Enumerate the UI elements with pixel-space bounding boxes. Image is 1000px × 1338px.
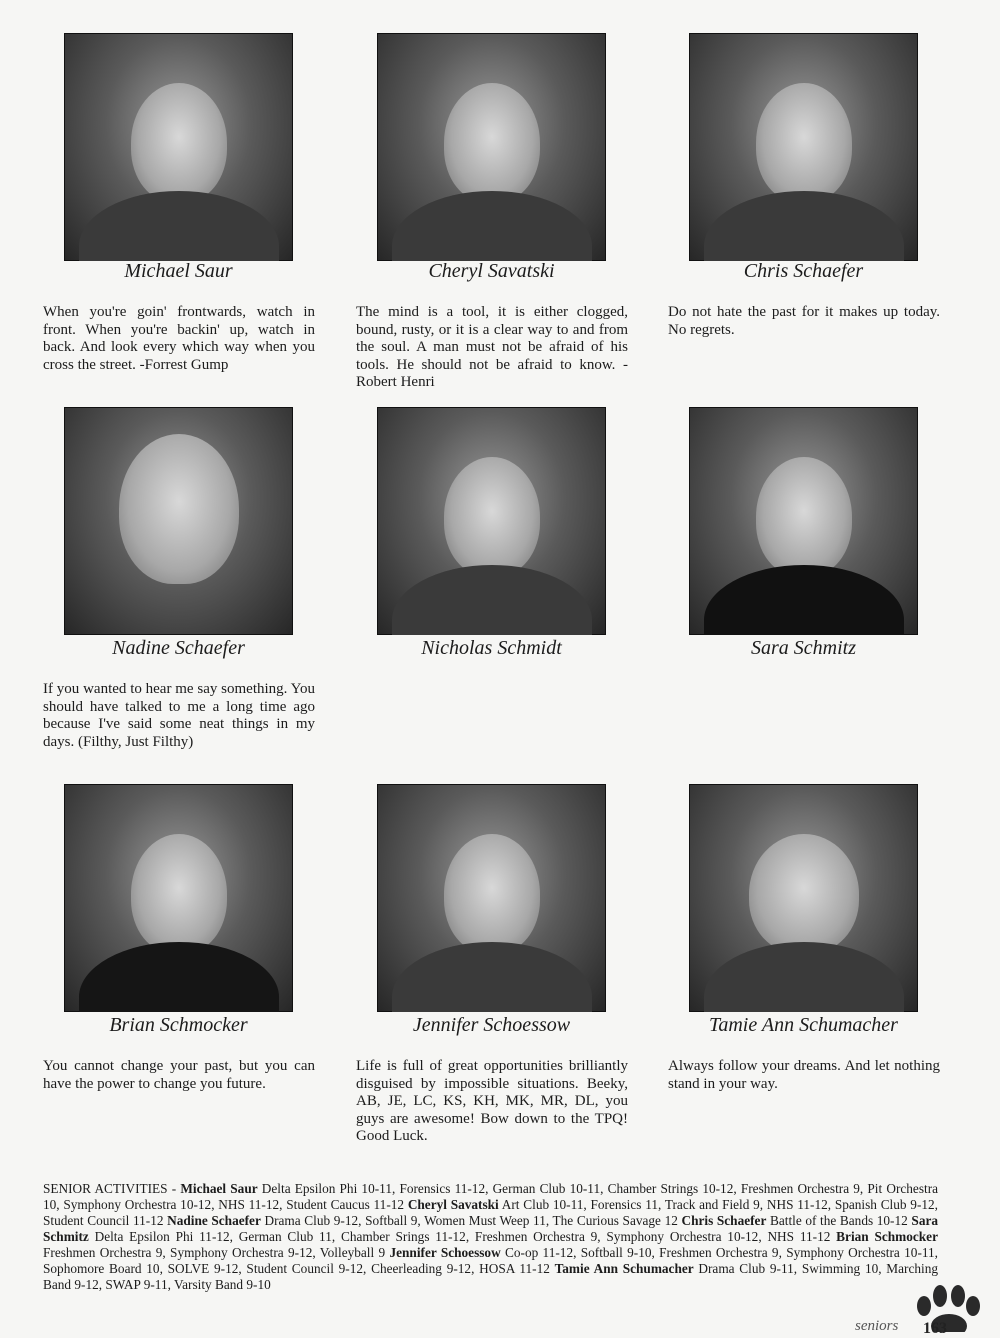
activity-text: Delta Epsilon Phi 10-11, Forensics 11-12, German Club 10-11, Chamber Strings 10-12, Freshmen Orchestra 9, Pit Orchestra 10, Symphony Orchestra 10-12, NHS 11-12, Student Caucus 11-12 [43, 1181, 939, 1212]
student-name: Brian Schmocker [109, 1014, 248, 1036]
student-name: Tamie Ann Schumacher [709, 1014, 898, 1036]
student-name: Chris Schaefer [743, 260, 864, 282]
portrait-photo [377, 33, 606, 261]
student-name: Jennifer Schoessow [412, 1014, 571, 1036]
student-quote: Do not hate the past for it makes up today. No regrets. [668, 304, 940, 338]
activities-heading: SENIOR ACTIVITIES - [43, 1181, 177, 1196]
activity-text: Art Club 10-11, Forensics 11, Track and Field 9, NHS 11-12, Spanish Club 9-12, Student Council 11-12 [43, 1197, 939, 1228]
activity-name: Sara Schmitz [43, 1213, 939, 1244]
student-quote: If you wanted to hear me say something. You should have talked to me a long time ago because I've said some neat things in my days. (Filthy, Just Filthy) [43, 681, 315, 750]
activity-name: Nadine Schaefer [167, 1213, 261, 1228]
portrait-photo [689, 784, 918, 1012]
student-quote: The mind is a tool, it is either clogged, bound, rusty, or it is a clear way to and from the soul. A man must not be afraid of his tools. He should not be afraid to know. - Robert Henri [356, 304, 628, 390]
portrait-photo [64, 33, 293, 261]
portrait-photo [689, 407, 918, 635]
portrait-photo [377, 784, 606, 1012]
activity-name: Brian Schmocker [836, 1229, 938, 1244]
student-quote: Life is full of great opportunities brilliantly disguised by impossible situations. Beeky, AB, JE, LC, KS, KH, MK, MR, DL, you guys are awesome! Bow down to the TPQ! Good Luck. [356, 1058, 628, 1144]
page-number: 163 [923, 1320, 947, 1337]
activity-text: Freshmen Orchestra 9, Symphony Orchestra 9-12, Volleyball 9 [43, 1245, 386, 1260]
activity-text: Drama Club 9-12, Softball 9, Women Must Weep 11, The Curious Savage 12 [264, 1213, 678, 1228]
activity-text: Co-op 11-12, Softball 9-10, Freshmen Orchestra 9, Symphony Orchestra 10-11, Sophomore Board 10, SOLVE 9-12, Student Council 9-12, Cheerleading 9-12, HOSA 11-12 [43, 1245, 939, 1276]
activity-text: Delta Epsilon Phi 11-12, German Club 11, Chamber Srings 11-12, Freshmen Orchestra 9, Symphony Orchestra 10-12, NHS 11-12 [94, 1229, 831, 1244]
student-name: Nicholas Schmidt [421, 637, 562, 659]
senior-activities [43, 1181, 938, 1293]
activity-name: Michael Saur [180, 1181, 258, 1196]
student-quote: Always follow your dreams. And let nothing stand in your way. [668, 1058, 940, 1092]
portrait-photo [64, 784, 293, 1012]
portrait-photo [689, 33, 918, 261]
activity-name: Tamie Ann Schumacher [554, 1261, 694, 1276]
student-quote: When you're goin' frontwards, watch in front. When you're backin' up, watch in back. And look every which way when you cross the street. -Forrest Gump [43, 304, 315, 373]
activity-name: Chris Schaefer [681, 1213, 767, 1228]
portrait-photo [64, 407, 293, 635]
student-name: Nadine Schaefer [112, 637, 245, 659]
section-label: seniors [855, 1318, 899, 1334]
activity-name: Cheryl Savatski [407, 1197, 499, 1212]
student-name: Sara Schmitz [751, 637, 856, 659]
student-name: Cheryl Savatski [428, 260, 555, 282]
activity-text: Drama Club 9-11, Swimming 10, Marching Band 9-12, SWAP 9-11, Varsity Band 9-10 [43, 1261, 938, 1292]
activity-text: Battle of the Bands 10-12 [769, 1213, 908, 1228]
student-quote: You cannot change your past, but you can have the power to change you future. [43, 1058, 315, 1092]
student-name: Michael Saur [124, 260, 233, 282]
activity-name: Jennifer Schoessow [389, 1245, 501, 1260]
portrait-photo [377, 407, 606, 635]
